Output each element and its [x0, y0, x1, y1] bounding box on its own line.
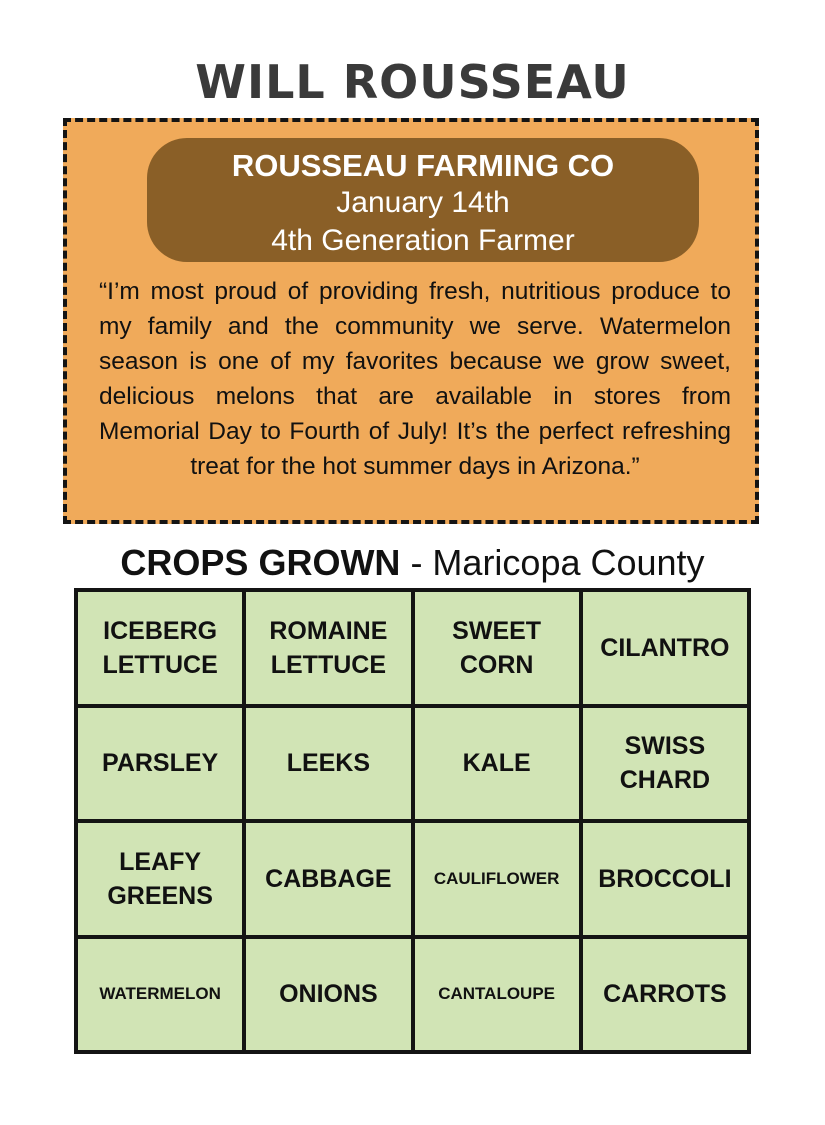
crop-cell: SWEET CORN	[413, 590, 581, 706]
crop-cell: ONIONS	[244, 937, 412, 1053]
crop-cell: ROMAINE LETTUCE	[244, 590, 412, 706]
crop-cell: CAULIFLOWER	[413, 821, 581, 937]
crops-grid	[74, 588, 751, 1054]
crops-heading-bold: CROPS GROWN	[120, 542, 401, 583]
crop-cell: BROCCOLI	[581, 821, 749, 937]
crop-cell: CABBAGE	[244, 821, 412, 937]
company-banner	[147, 138, 699, 262]
farmer-name: WILL ROUSSEAU	[195, 55, 630, 109]
crop-cell: CARROTS	[581, 937, 749, 1053]
crop-cell: WATERMELON	[76, 937, 244, 1053]
crop-cell: LEEKS	[244, 706, 412, 822]
crop-cell: SWISS CHARD	[581, 706, 749, 822]
crop-cell: CANTALOUPE	[413, 937, 581, 1053]
crop-cell: KALE	[413, 706, 581, 822]
company-name: ROUSSEAU FARMING CO	[231, 148, 615, 183]
crop-cell: PARSLEY	[76, 706, 244, 822]
crop-row	[76, 937, 749, 1053]
crop-row	[76, 706, 749, 822]
profile-subtitle: 4th Generation Farmer	[271, 224, 575, 257]
crop-cell: CILANTRO	[581, 590, 749, 706]
crop-row	[76, 590, 749, 706]
crops-heading	[0, 540, 825, 586]
crop-cell: LEAFY GREENS	[76, 821, 244, 937]
crop-cell: ICEBERG LETTUCE	[76, 590, 244, 706]
profile-card	[63, 118, 759, 524]
crops-heading-county: - Maricopa County	[400, 542, 705, 583]
farmer-quote: “I’m most proud of providing fresh, nutritious produce to my family and the community we serve. Watermelon season is one of my favorites because we grow sweet, delicious melons that are available in stores from Memorial Day to Fourth of July! It’s the perfect refreshing treat for the hot summer days in Arizona.”	[99, 278, 731, 480]
crop-row	[76, 821, 749, 937]
profile-date: January 14th	[336, 186, 510, 219]
